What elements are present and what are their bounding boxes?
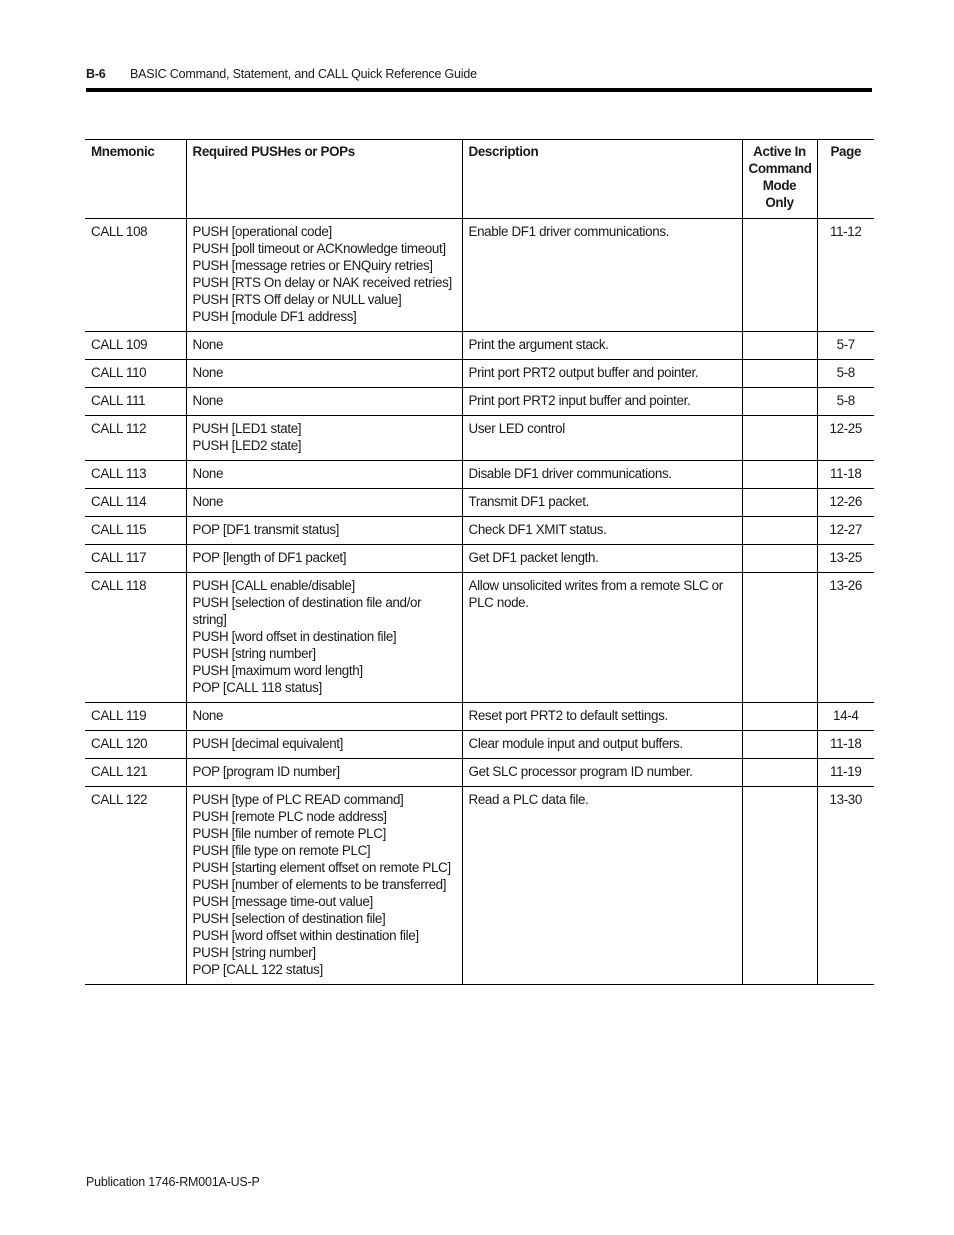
cell-mnemonic: CALL 119 [85, 703, 186, 731]
cell-mnemonic: CALL 118 [85, 573, 186, 703]
push-pop-line: PUSH [selection of destination file and/or [192, 595, 422, 610]
header-title: BASIC Command, Statement, and CALL Quick Reference Guide [130, 67, 477, 81]
cell-description: Print port PRT2 output buffer and pointer. [462, 360, 742, 388]
cell-active [742, 219, 817, 332]
cell-page: 12-27 [817, 517, 874, 545]
cell-mnemonic: CALL 108 [85, 219, 186, 332]
push-pop-line: PUSH [maximum word length] [192, 663, 363, 678]
cell-page: 14-4 [817, 703, 874, 731]
push-pop-line: PUSH [poll timeout or ACKnowledge timeout] [192, 241, 446, 256]
cell-mnemonic: CALL 111 [85, 388, 186, 416]
push-pop-line: PUSH [file type on remote PLC] [192, 843, 371, 858]
cell-pushes [186, 489, 462, 517]
cell-description: Enable DF1 driver communications. [462, 219, 742, 332]
cell-pushes [186, 573, 462, 703]
cell-active [742, 731, 817, 759]
cell-pushes [186, 545, 462, 573]
cell-active [742, 703, 817, 731]
table-row [85, 703, 874, 731]
cell-description: Print port PRT2 input buffer and pointer. [462, 388, 742, 416]
reference-table [85, 139, 874, 985]
cell-page: 13-25 [817, 545, 874, 573]
push-pop-line: PUSH [string number] [192, 646, 316, 661]
cell-active [742, 573, 817, 703]
cell-pushes [186, 461, 462, 489]
cell-page: 11-18 [817, 461, 874, 489]
push-pop-line: POP [DF1 transmit status] [192, 522, 340, 537]
push-pop-line: POP [CALL 122 status] [192, 962, 323, 977]
cell-description: Get DF1 packet length. [462, 545, 742, 573]
cell-pushes [186, 219, 462, 332]
push-pop-line: PUSH [word offset in destination file] [192, 629, 397, 644]
push-pop-line: PUSH [word offset within destination file] [192, 928, 419, 943]
push-pop-line: PUSH [LED2 state] [192, 438, 302, 453]
cell-description: Clear module input and output buffers. [462, 731, 742, 759]
push-pop-line: None [192, 708, 224, 723]
table-row [85, 360, 874, 388]
page-number: B-6 [86, 67, 106, 81]
cell-page: 13-30 [817, 787, 874, 985]
cell-description: Reset port PRT2 to default settings. [462, 703, 742, 731]
cell-page: 11-18 [817, 731, 874, 759]
push-pop-line: PUSH [module DF1 address] [192, 309, 357, 324]
cell-pushes [186, 517, 462, 545]
table-row [85, 489, 874, 517]
cell-active [742, 332, 817, 360]
column-header-active: Active In Command Mode Only [742, 140, 817, 219]
cell-description: Print the argument stack. [462, 332, 742, 360]
cell-mnemonic: CALL 114 [85, 489, 186, 517]
push-pop-line: None [192, 466, 224, 481]
cell-pushes [186, 703, 462, 731]
table-body [85, 219, 874, 985]
cell-mnemonic: CALL 115 [85, 517, 186, 545]
push-pop-line: POP [program ID number] [192, 764, 340, 779]
table-row [85, 731, 874, 759]
cell-active [742, 759, 817, 787]
cell-active [742, 489, 817, 517]
push-pop-line: None [192, 393, 224, 408]
page-header [86, 66, 872, 82]
cell-active [742, 787, 817, 985]
cell-page: 5-8 [817, 360, 874, 388]
footer-publication: Publication 1746-RM001A-US-P [86, 1175, 260, 1189]
push-pop-line: string] [192, 612, 227, 627]
cell-pushes [186, 787, 462, 985]
cell-mnemonic: CALL 117 [85, 545, 186, 573]
table-row [85, 332, 874, 360]
table-row [85, 219, 874, 332]
push-pop-line: POP [length of DF1 packet] [192, 550, 347, 565]
push-pop-line: PUSH [number of elements to be transferred] [192, 877, 447, 892]
table-row [85, 517, 874, 545]
cell-active [742, 388, 817, 416]
cell-page: 12-25 [817, 416, 874, 461]
column-header-pushes: Required PUSHes or POPs [186, 140, 462, 219]
push-pop-line: PUSH [type of PLC READ command] [192, 792, 404, 807]
push-pop-line: PUSH [file number of remote PLC] [192, 826, 386, 841]
cell-pushes [186, 388, 462, 416]
cell-page: 13-26 [817, 573, 874, 703]
cell-pushes [186, 416, 462, 461]
push-pop-line: PUSH [string number] [192, 945, 316, 960]
cell-description: Get SLC processor program ID number. [462, 759, 742, 787]
table-row [85, 388, 874, 416]
cell-page: 12-26 [817, 489, 874, 517]
cell-active [742, 517, 817, 545]
cell-description: User LED control [462, 416, 742, 461]
push-pop-line: PUSH [LED1 state] [192, 421, 302, 436]
push-pop-line: PUSH [RTS Off delay or NULL value] [192, 292, 402, 307]
cell-pushes [186, 759, 462, 787]
cell-active [742, 461, 817, 489]
push-pop-line: PUSH [operational code] [192, 224, 332, 239]
push-pop-line: PUSH [starting element offset on remote PLC] [192, 860, 451, 875]
push-pop-line: None [192, 337, 224, 352]
push-pop-line: POP [CALL 118 status] [192, 680, 322, 695]
cell-description: Read a PLC data file. [462, 787, 742, 985]
cell-mnemonic: CALL 122 [85, 787, 186, 985]
cell-pushes [186, 360, 462, 388]
cell-active [742, 360, 817, 388]
push-pop-line: PUSH [remote PLC node address] [192, 809, 387, 824]
header-rule [86, 88, 872, 92]
cell-page: 5-8 [817, 388, 874, 416]
column-header-description: Description [462, 140, 742, 219]
column-header-mnemonic: Mnemonic [85, 140, 186, 219]
push-pop-line: PUSH [RTS On delay or NAK received retries] [192, 275, 452, 290]
push-pop-line: None [192, 494, 224, 509]
cell-mnemonic: CALL 112 [85, 416, 186, 461]
push-pop-line: None [192, 365, 224, 380]
cell-description: Allow unsolicited writes from a remote SLC or PLC node. [462, 573, 742, 703]
push-pop-line: PUSH [selection of destination file] [192, 911, 386, 926]
cell-pushes [186, 332, 462, 360]
push-pop-line: PUSH [CALL enable/disable] [192, 578, 355, 593]
push-pop-line: PUSH [message retries or ENQuiry retries] [192, 258, 433, 273]
cell-description: Transmit DF1 packet. [462, 489, 742, 517]
cell-mnemonic: CALL 113 [85, 461, 186, 489]
table-row [85, 573, 874, 703]
column-header-page: Page [817, 140, 874, 219]
cell-page: 11-19 [817, 759, 874, 787]
cell-description: Check DF1 XMIT status. [462, 517, 742, 545]
table-row [85, 787, 874, 985]
push-pop-line: PUSH [decimal equivalent] [192, 736, 344, 751]
cell-page: 5-7 [817, 332, 874, 360]
cell-description: Disable DF1 driver communications. [462, 461, 742, 489]
table-header-row [85, 140, 874, 219]
cell-mnemonic: CALL 109 [85, 332, 186, 360]
cell-pushes [186, 731, 462, 759]
cell-page: 11-12 [817, 219, 874, 332]
cell-active [742, 545, 817, 573]
cell-mnemonic: CALL 120 [85, 731, 186, 759]
table-row [85, 759, 874, 787]
cell-mnemonic: CALL 110 [85, 360, 186, 388]
table-row [85, 416, 874, 461]
cell-mnemonic: CALL 121 [85, 759, 186, 787]
table-row [85, 461, 874, 489]
table-row [85, 545, 874, 573]
cell-active [742, 416, 817, 461]
push-pop-line: PUSH [message time-out value] [192, 894, 373, 909]
